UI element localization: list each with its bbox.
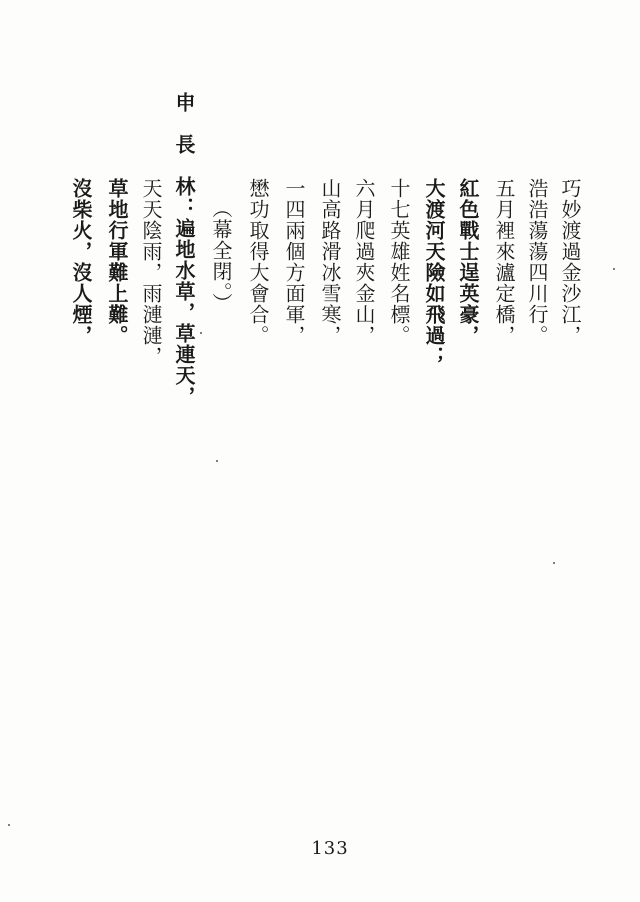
verse-line-2: 浩浩蕩蕩四川行。	[525, 178, 549, 346]
verse-line-10: 懋功取得大會合。	[246, 178, 270, 346]
speaker-line: 申 長 林：遍地水草，草連天，	[172, 92, 196, 407]
dialogue-line-1: 天天陰雨，雨漣漣，	[139, 178, 163, 367]
scan-speck	[553, 562, 555, 564]
verse-line-5: 大渡河天險如飛過；	[422, 178, 446, 367]
scan-speck	[200, 332, 202, 334]
stage-direction: （幕全閉。）	[209, 198, 233, 314]
dialogue-line-2: 草地行軍難上難。	[105, 178, 129, 346]
verse-line-7: 六月爬過夾金山，	[352, 178, 376, 346]
scan-speck	[216, 460, 218, 462]
verse-line-3: 五月裡來瀘定橋，	[492, 178, 516, 346]
verse-line-8: 山高路滑冰雪寒，	[318, 178, 342, 346]
scan-speck	[613, 268, 615, 270]
verse-line-9: 一四兩個方面軍，	[282, 178, 306, 346]
page-number: 133	[311, 838, 349, 859]
verse-line-1: 巧妙渡過金沙江，	[558, 178, 582, 346]
verse-line-4: 紅色戰士逞英豪，	[456, 178, 480, 346]
dialogue-line-3: 沒柴火，沒人煙，	[69, 178, 93, 346]
scan-speck	[8, 824, 10, 826]
verse-line-6: 十七英雄姓名標。	[387, 178, 411, 346]
